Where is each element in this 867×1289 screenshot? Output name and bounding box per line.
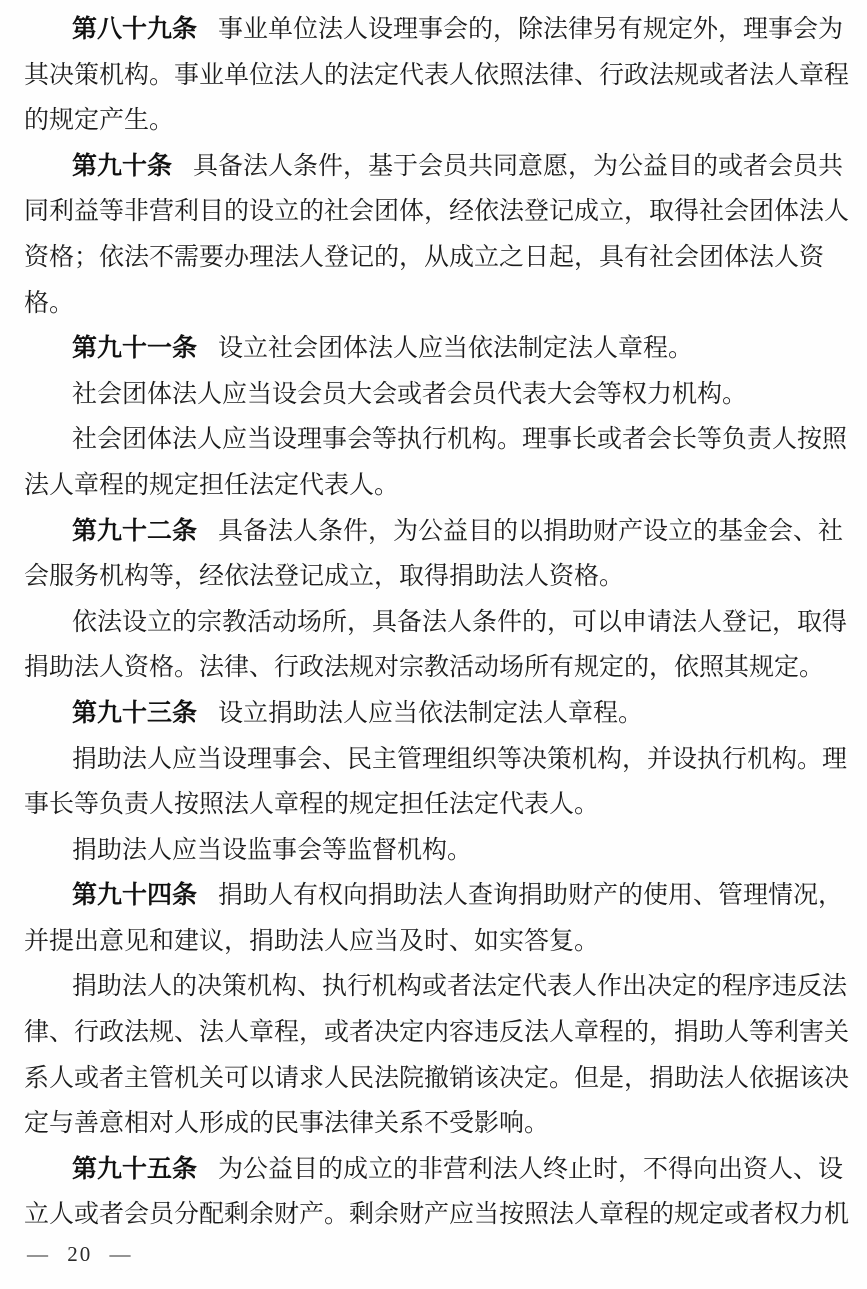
article-line [24,1147,845,1193]
article-line [24,509,845,555]
line-text: 并提出意见和建议，捐助法人应当及时、如实答复。 [24,927,600,955]
article-number: 第九十二条 [72,516,198,545]
text-line [24,189,850,235]
text-line [24,463,845,509]
line-text: 定与善意相对人形成的民事法律关系不受影响。 [24,1110,550,1138]
line-text: 会服务机构等，经依法登记成立，取得捐助法人资格。 [24,563,625,591]
article-number: 第九十五条 [72,1154,198,1183]
text-line [24,281,845,327]
line-text: 事长等负责人按照法人章程的规定担任法定代表人。 [24,791,600,819]
text-line [24,600,848,646]
text-line [24,1056,850,1102]
line-text: 资格；依法不需要办理法人登记的，从成立之日起，具有社会团体法人资 [24,243,825,271]
line-text: 社会团体法人应当设理事会等执行机构。理事长或者会长等负责人按照 [72,426,848,454]
line-text: 设立社会团体法人应当依法制定法人章程。 [218,335,694,363]
article-line [24,326,845,372]
text-line [24,782,845,828]
line-text: 其决策机构。事业单位法人的法定代表人依照法律、行政法规或者法人章程 [24,61,850,89]
article-number: 第八十九条 [72,15,198,43]
line-text: 依法设立的宗教活动场所，具备法人条件的，可以申请法人登记，取得 [72,608,848,636]
article-line [24,7,845,53]
line-text: 格。 [24,289,75,317]
text-line [24,1101,845,1147]
line-text: 为公益目的成立的非营利法人终止时，不得向出资人、设 [218,1155,844,1183]
line-text: 同利益等非营利目的设立的社会团体，经依法登记成立，取得社会团体法人 [24,198,850,226]
line-text: 法人章程的规定担任法定代表人。 [24,471,400,499]
line-text: 捐助法人应当设理事会、民主管理组织等决策机构，并设执行机构。理 [72,745,848,773]
line-text: 捐助法人资格。法律、行政法规对宗教活动场所有规定的，依照其规定。 [24,654,825,682]
text-line [24,737,848,783]
article-number: 第九十条 [72,151,173,180]
text-line [24,1010,850,1056]
page-number: — 20 — [27,1242,133,1266]
line-text: 具备法人条件，基于会员共同意愿，为公益目的或者会员共 [193,152,844,180]
line-text: 捐助法人的决策机构、执行机构或者法定代表人作出决定的程序违反法 [72,973,848,1001]
text-line [24,645,845,691]
article-number: 第九十一条 [72,334,198,363]
line-text: 捐助人有权向捐助法人查询捐助财产的使用、管理情况， [218,882,844,910]
article-line [24,691,845,737]
line-text: 系人或者主管机关可以请求人民法院撤销该决定。但是，捐助法人依据该决 [24,1064,850,1092]
article-number: 第九十三条 [72,698,198,727]
article-number: 第九十四条 [72,881,198,910]
text-line [24,554,845,600]
text-line [24,964,848,1010]
line-text: 设立捐助法人应当依法制定法人章程。 [218,699,644,727]
text-line [24,828,845,874]
text-line [24,1192,850,1238]
text-line [24,919,845,965]
line-text: 事业单位法人设理事会的，除法律另有规定外，理事会为 [218,16,844,43]
text-line [24,235,845,281]
line-text: 具备法人条件，为公益目的以捐助财产设立的基金会、社 [218,517,844,545]
text-line [24,417,848,463]
article-line [24,144,845,190]
line-text: 律、行政法规、法人章程，或者决定内容违反法人章程的，捐助人等利害关 [24,1019,850,1047]
line-text: 捐助法人应当设监事会等监督机构。 [72,836,473,864]
line-text: 立人或者会员分配剩余财产。剩余财产应当按照法人章程的规定或者权力机 [24,1201,850,1229]
text-line [24,98,845,144]
text-line [24,372,845,418]
text-line [24,53,850,99]
article-line [24,873,845,919]
line-text: 的规定产生。 [24,107,175,135]
document-body [24,7,850,1238]
line-text: 社会团体法人应当设会员大会或者会员代表大会等权力机构。 [72,380,748,408]
